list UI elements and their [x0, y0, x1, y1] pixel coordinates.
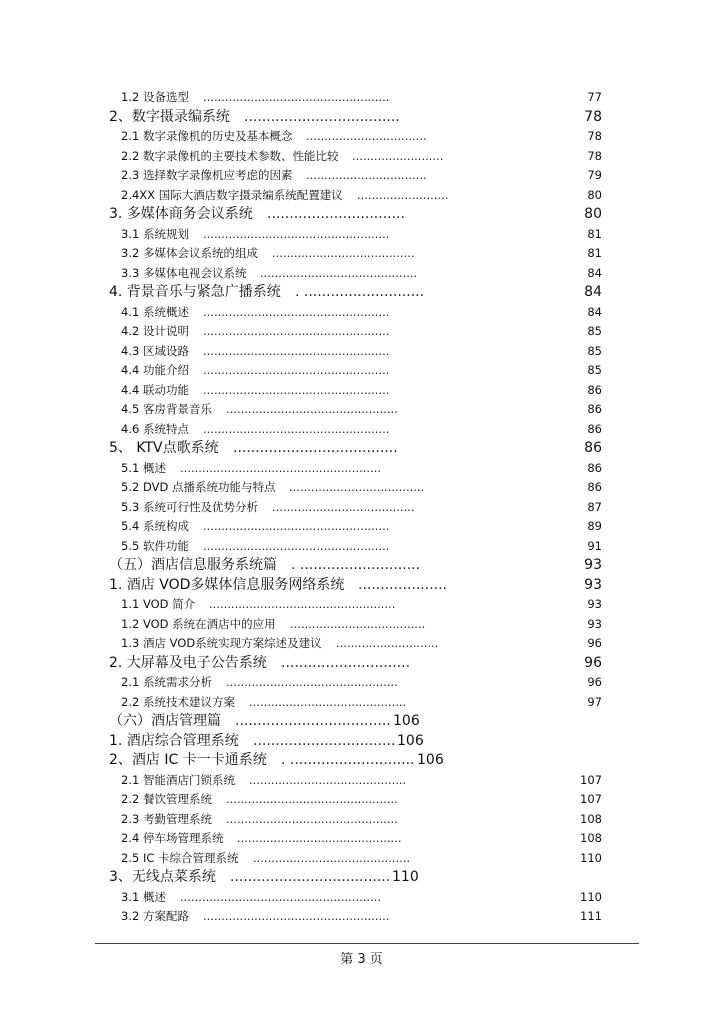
toc-page-number: 81 [587, 226, 602, 241]
toc-page-number: 107 [580, 792, 602, 806]
toc-entry-title: 3.1 系统规划 [121, 226, 189, 241]
toc-section-row [0, 439, 723, 459]
toc-page-number: 89 [587, 519, 602, 533]
toc-subsection-row [0, 342, 723, 362]
toc-page-number: 110 [392, 869, 419, 885]
toc-leader-dots: ......................... [357, 187, 449, 202]
toc-leader-dots: ................................................... [203, 304, 390, 319]
toc-subsection-row [0, 381, 723, 401]
toc-page-number: 77 [587, 90, 602, 104]
toc-page-number: 96 [587, 636, 602, 650]
toc-page-number: 93 [587, 616, 602, 631]
toc-leader-dots: ................................ [253, 732, 396, 749]
toc-entry-title: 5.1 概述 [121, 460, 166, 475]
toc-subsection-row [0, 693, 723, 713]
toc-entry-title: 1. 酒店 VOD多媒体信息服务网络系统 [109, 576, 345, 593]
toc-leader-dots: ............................................... [226, 811, 398, 826]
toc-leader-dots: ....................................................... [180, 889, 382, 904]
toc-subsection-row [0, 634, 723, 654]
toc-page-number: 108 [580, 811, 602, 826]
toc-leader-dots: ................................................... [203, 363, 390, 377]
toc-leader-dots: ................................................... [203, 324, 390, 338]
page-number-footer: 第 3 页 [340, 952, 383, 967]
toc-leader-dots: .................... [358, 576, 448, 593]
toc-section-row [0, 576, 723, 596]
toc-entry-title: 3.3 多媒体电视会议系统 [121, 265, 247, 280]
toc-entry-title: 1.3 酒店 VOD系统实现方案综述及建议 [121, 636, 322, 650]
toc-entry-title: 2. 大屏幕及电子公告系统 [109, 654, 267, 671]
toc-entry-title: 4.4 联动功能 [121, 382, 189, 397]
toc-leader-dots: ................................. [306, 129, 427, 143]
toc-page-number: 78 [587, 148, 602, 163]
toc-entry-title: 4.1 系统概述 [121, 304, 189, 319]
toc-subsection-row [0, 225, 723, 245]
toc-entry-title: 2.2 餐饮管理系统 [121, 792, 212, 806]
toc-leader-dots: ................................................... [203, 538, 390, 553]
toc-leader-dots: ................................................... [203, 909, 390, 923]
toc-page-number: 93 [584, 557, 602, 573]
toc-page-number: 96 [587, 675, 602, 689]
toc-leader-dots: ........................................... [253, 850, 411, 865]
toc-page-number: 106 [397, 732, 424, 749]
toc-subsection-row [0, 810, 723, 830]
toc-leader-dots: ............................ [336, 636, 439, 650]
footer-divider [95, 943, 639, 944]
toc-leader-dots: ................................................... [203, 421, 390, 436]
toc-page-number: 111 [580, 909, 602, 923]
toc-leader-dots: ....................................... [272, 246, 415, 260]
toc-section-row [0, 868, 723, 888]
toc-entry-title: 2、酒店 IC 卡一卡通系统 [109, 752, 267, 768]
toc-leader-dots: ................................................... [203, 343, 390, 358]
toc-leader-dots: . ............................ [281, 752, 415, 768]
toc-entry-title: 2.2 系统技术建议方案 [121, 694, 235, 709]
toc-leader-dots: ................................................... [203, 226, 390, 241]
toc-page-number: 86 [587, 382, 602, 397]
toc-leader-dots: ..................................... [233, 440, 398, 456]
toc-page-number: 81 [587, 246, 602, 260]
table-of-contents [0, 88, 723, 927]
toc-subsection-row [0, 127, 723, 147]
toc-subsection-row [0, 498, 723, 518]
toc-leader-dots: ........................................... [260, 265, 418, 280]
toc-section-row [0, 732, 723, 752]
toc-leader-dots: ................................. [306, 168, 427, 182]
toc-entry-title: 3.2 多媒体会议系统的组成 [121, 246, 258, 260]
toc-entry-title: 2.1 数字录像机的历史及基本概念 [121, 129, 293, 143]
toc-page-number: 106 [393, 713, 420, 729]
toc-subsection-row [0, 459, 723, 479]
toc-entry-title: 5.3 系统可行性及优势分析 [121, 499, 258, 514]
toc-entry-title: 2.4XX 国际大酒店数字摄录编系统配置建议 [121, 187, 343, 202]
toc-subsection-row [0, 186, 723, 206]
toc-section-row [0, 108, 723, 128]
toc-page-number: 93 [584, 576, 602, 593]
toc-page-number: 86 [587, 421, 602, 436]
toc-leader-dots: ................................................... [209, 597, 396, 611]
toc-entry-title: 3.1 概述 [121, 889, 166, 904]
toc-subsection-row [0, 88, 723, 108]
toc-leader-dots: ............................................... [226, 792, 398, 806]
toc-subsection-row [0, 361, 723, 381]
toc-subsection-row [0, 907, 723, 927]
toc-entry-title: 4.5 客房背景音乐 [121, 402, 212, 416]
toc-subsection-row [0, 849, 723, 869]
toc-subsection-row [0, 478, 723, 498]
toc-page-number: 79 [587, 168, 602, 182]
toc-entry-title: 2.1 智能酒店门锁系统 [121, 772, 235, 787]
toc-entry-title: 3. 多媒体商务会议系统 [109, 206, 253, 222]
toc-entry-title: 2、数字摄录编系统 [109, 108, 230, 125]
toc-leader-dots: ............................. [281, 654, 411, 671]
toc-entry-title: （五）酒店信息服务系统篇 [109, 557, 277, 573]
toc-section-row [0, 205, 723, 225]
toc-subsection-row [0, 147, 723, 167]
toc-page-number: 78 [587, 129, 602, 143]
toc-page-number: 110 [580, 850, 602, 865]
toc-page-number: 86 [587, 460, 602, 475]
toc-entry-title: 5.2 DVD 点播系统功能与特点 [121, 480, 276, 494]
toc-page-number: 86 [587, 402, 602, 416]
toc-page-number: 96 [584, 654, 602, 671]
toc-leader-dots: ..................................... [289, 480, 425, 494]
toc-section-row [0, 283, 723, 303]
toc-leader-dots: . ........................... [291, 557, 421, 573]
toc-page-number: 80 [584, 206, 602, 222]
toc-leader-dots: ............................................... [226, 675, 398, 689]
toc-entry-title: 1. 酒店综合管理系统 [109, 732, 239, 749]
toc-entry-title: 4.6 系统特点 [121, 421, 189, 436]
toc-subsection-row [0, 595, 723, 615]
toc-section-row [0, 654, 723, 674]
toc-subsection-row [0, 537, 723, 557]
toc-leader-dots: ........................................... [249, 772, 407, 787]
toc-entry-title: 2.5 IC 卡综合管理系统 [121, 850, 239, 865]
toc-entry-title: （六）酒店管理篇 [109, 713, 221, 729]
toc-page-number: 84 [587, 265, 602, 280]
toc-entry-title: 4.4 功能介绍 [121, 363, 189, 377]
toc-subsection-row [0, 771, 723, 791]
toc-entry-title: 4.3 区域设路 [121, 343, 189, 358]
toc-leader-dots: ................................... [235, 713, 391, 729]
toc-page-number: 110 [580, 889, 602, 904]
toc-entry-title: 1.2 设备选型 [121, 90, 189, 104]
toc-entry-title: 5.4 系统构成 [121, 519, 189, 533]
toc-entry-title: 4. 背景音乐与紧急广播系统 [109, 284, 281, 300]
toc-section-row [0, 556, 723, 576]
toc-section-row [0, 751, 723, 771]
toc-page-number: 84 [584, 284, 602, 300]
toc-leader-dots: ................................................... [203, 90, 390, 104]
toc-entry-title: 5.5 软件功能 [121, 538, 189, 553]
toc-subsection-row [0, 517, 723, 537]
toc-entry-title: 2.1 系统需求分析 [121, 675, 212, 689]
toc-entry-title: 4.2 设计说明 [121, 324, 189, 338]
toc-subsection-row [0, 322, 723, 342]
toc-entry-title: 5、 KTV点歌系统 [109, 440, 219, 456]
toc-page-number: 86 [584, 440, 602, 456]
toc-entry-title: 2.4 停车场管理系统 [121, 831, 224, 845]
toc-leader-dots: .................................... [230, 869, 391, 885]
toc-page-number: 108 [580, 831, 602, 845]
toc-page-number: 85 [587, 343, 602, 358]
toc-subsection-row [0, 829, 723, 849]
toc-leader-dots: ............................................... [226, 402, 398, 416]
toc-leader-dots: ............................... [267, 206, 405, 222]
toc-entry-title: 3、无线点菜系统 [109, 869, 216, 885]
toc-page-number: 80 [587, 187, 602, 202]
toc-page-number: 93 [587, 597, 602, 611]
toc-subsection-row [0, 400, 723, 420]
toc-leader-dots: ......................... [352, 148, 444, 163]
toc-page-number: 84 [587, 304, 602, 319]
toc-subsection-row [0, 166, 723, 186]
toc-entry-title: 3.2 方案配路 [121, 909, 189, 923]
toc-subsection-row [0, 264, 723, 284]
toc-subsection-row [0, 888, 723, 908]
toc-leader-dots: . ........................... [295, 284, 425, 300]
toc-page-number: 78 [584, 108, 602, 125]
toc-subsection-row [0, 420, 723, 440]
toc-page-number: 107 [580, 772, 602, 787]
toc-subsection-row [0, 790, 723, 810]
toc-subsection-row [0, 615, 723, 635]
toc-leader-dots: ....................................... [272, 499, 415, 514]
toc-entry-title: 2.3 考勤管理系统 [121, 811, 212, 826]
toc-page-number: 97 [587, 694, 602, 709]
toc-leader-dots: ....................................................... [180, 460, 382, 475]
toc-leader-dots: ..................................... [290, 616, 426, 631]
toc-page-number: 91 [587, 538, 602, 553]
toc-leader-dots: ................................................... [203, 382, 390, 397]
toc-page-number: 85 [587, 363, 602, 377]
toc-subsection-row [0, 303, 723, 323]
toc-entry-title: 2.3 选择数字录像机应考虑的因素 [121, 168, 293, 182]
toc-leader-dots: ........................................... [249, 694, 407, 709]
toc-leader-dots: ................................... [244, 108, 400, 125]
toc-subsection-row [0, 244, 723, 264]
toc-page-number: 85 [587, 324, 602, 338]
toc-section-row [0, 712, 723, 732]
toc-leader-dots: ............................................. [237, 831, 402, 845]
toc-page-number: 86 [587, 480, 602, 494]
toc-page-number: 87 [587, 499, 602, 514]
toc-page-number: 106 [417, 752, 444, 768]
toc-entry-title: 1.2 VOD 系统在酒店中的应用 [121, 616, 276, 631]
toc-subsection-row [0, 673, 723, 693]
toc-entry-title: 1.1 VOD 简介 [121, 597, 196, 611]
toc-entry-title: 2.2 数字录像机的主要技术参数、性能比较 [121, 148, 339, 163]
toc-leader-dots: ................................................... [203, 519, 390, 533]
